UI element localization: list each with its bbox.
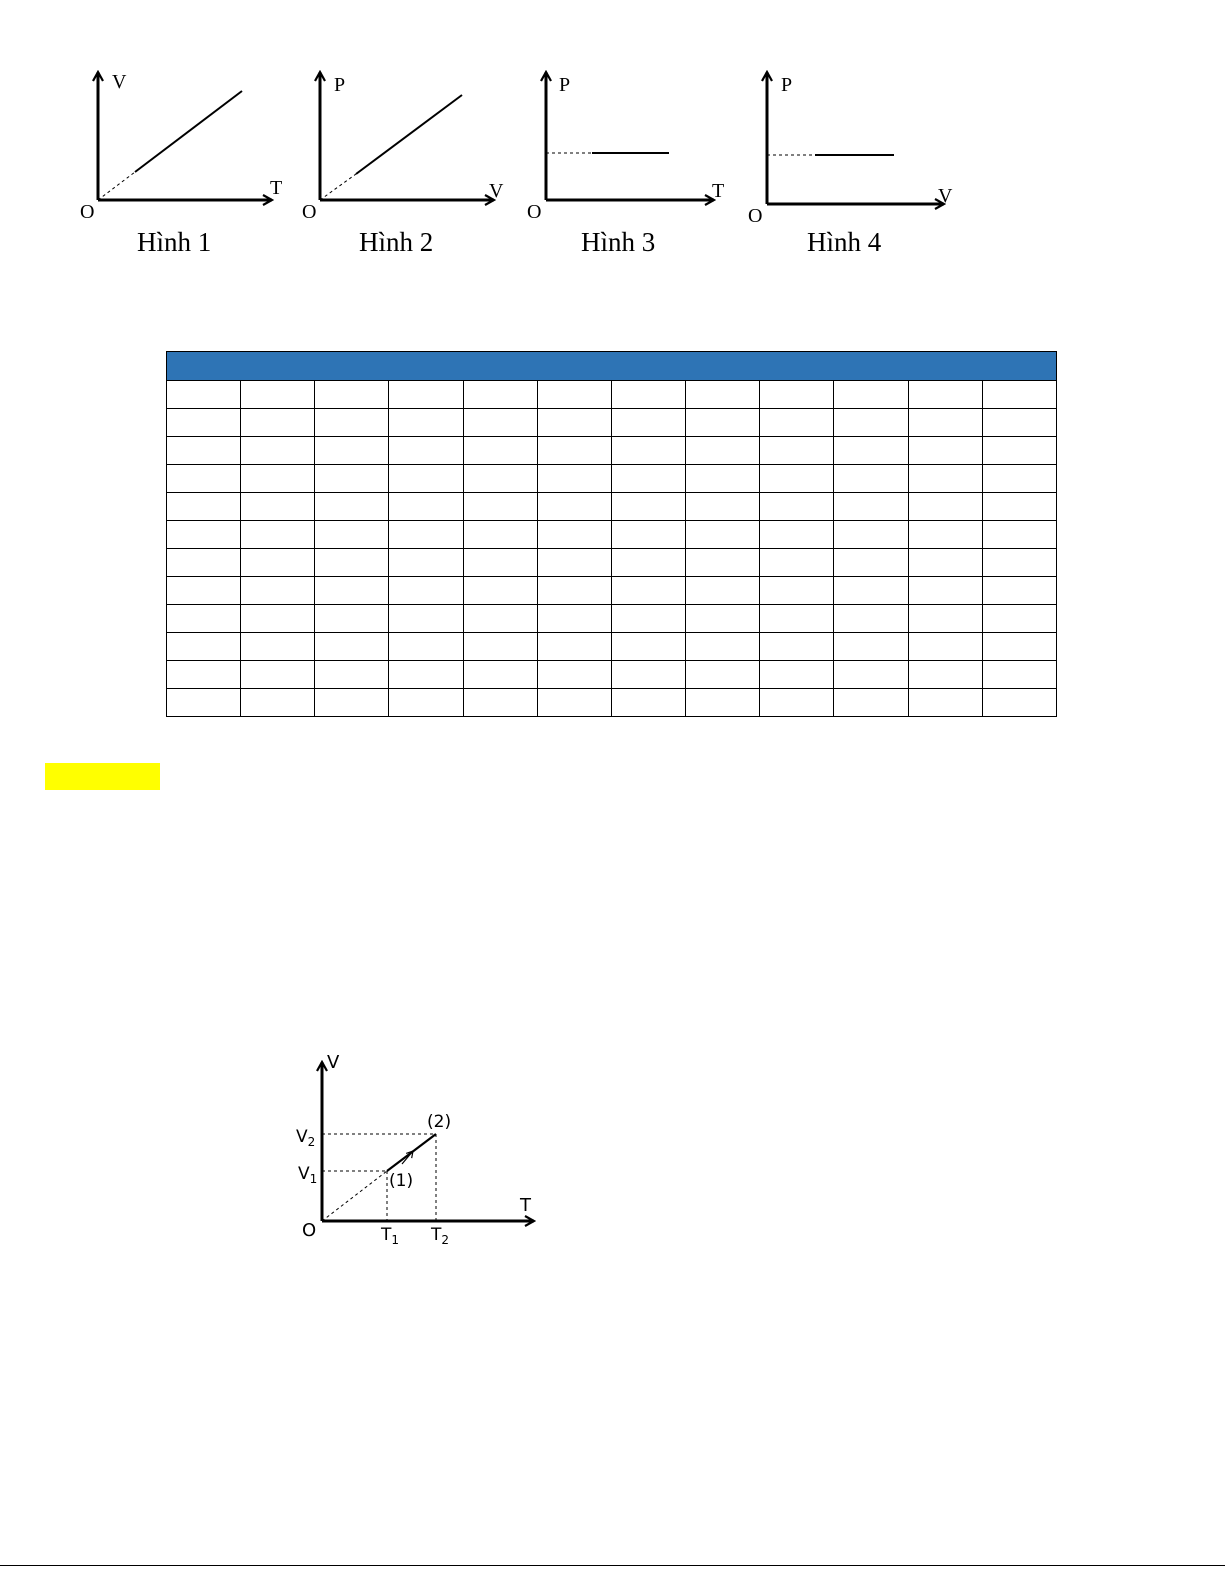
- figure-4-y-label: P: [781, 74, 793, 96]
- vt-state-1-label: (1): [389, 1171, 414, 1191]
- answer-table-row: [167, 577, 1057, 605]
- figure-4-x-label: V: [938, 185, 953, 207]
- figure-2-graph-line: [356, 95, 462, 174]
- figure-1: [80, 71, 282, 257]
- answer-table-cell: [537, 689, 611, 717]
- answer-table-cell: [908, 465, 982, 493]
- answer-table-row: [167, 409, 1057, 437]
- answer-table-cell: [315, 381, 389, 409]
- answer-table-cell: [167, 689, 241, 717]
- answer-table-cell: [908, 661, 982, 689]
- answer-table-cell: [686, 437, 760, 465]
- answer-table-cell: [463, 521, 537, 549]
- answer-table-cell: [167, 465, 241, 493]
- answer-table-cell: [241, 689, 315, 717]
- figures-row: [0, 0, 1225, 280]
- answer-table-cell: [982, 381, 1056, 409]
- answer-table-cell: [167, 605, 241, 633]
- answer-table-cell: [760, 521, 834, 549]
- answer-table-cell: [908, 521, 982, 549]
- answer-table-cell: [241, 577, 315, 605]
- figure-1-y-label: V: [112, 71, 127, 93]
- answer-table-cell: [834, 689, 908, 717]
- answer-table-cell: [834, 493, 908, 521]
- answer-table-cell: [982, 605, 1056, 633]
- answer-table-cell: [389, 661, 463, 689]
- answer-table-cell: [611, 465, 685, 493]
- highlight-bar: [45, 763, 160, 790]
- vt-y-label: V: [327, 1052, 340, 1073]
- answer-table-cell: [167, 549, 241, 577]
- answer-table-row: [167, 521, 1057, 549]
- answer-table-cell: [167, 661, 241, 689]
- answer-table-cell: [760, 549, 834, 577]
- figure-3: [527, 72, 724, 257]
- answer-table-cell: [537, 633, 611, 661]
- answer-table-cell: [389, 409, 463, 437]
- answer-table-cell: [611, 493, 685, 521]
- figure-4-caption: Hình 4: [807, 227, 882, 257]
- answer-table-cell: [537, 549, 611, 577]
- vt-t2-label: $T_2$: [431, 1225, 450, 1247]
- answer-table-cell: [611, 381, 685, 409]
- answer-table-cell: [537, 465, 611, 493]
- answer-table-cell: [537, 521, 611, 549]
- answer-table-cell: [760, 633, 834, 661]
- answer-table-cell: [834, 521, 908, 549]
- answer-table-cell: [389, 381, 463, 409]
- answer-table-header-row: [167, 352, 1057, 381]
- answer-table-cell: [908, 577, 982, 605]
- answer-table-cell: [389, 493, 463, 521]
- answer-table-cell: [389, 577, 463, 605]
- answer-table-cell: [686, 381, 760, 409]
- answer-table-cell: [389, 521, 463, 549]
- vt-t1-label: $T_1$: [381, 1225, 400, 1247]
- answer-table-cell: [686, 689, 760, 717]
- answer-table-cell: [611, 549, 685, 577]
- answer-table-cell: [241, 633, 315, 661]
- answer-table-cell: [908, 549, 982, 577]
- figure-3-origin-label: O: [527, 201, 542, 223]
- vt-x-label: T: [520, 1195, 531, 1216]
- answer-table-cell: [611, 633, 685, 661]
- answer-table-cell: [686, 661, 760, 689]
- answer-table-cell: [982, 493, 1056, 521]
- answer-table-cell: [611, 661, 685, 689]
- answer-table-cell: [241, 661, 315, 689]
- answer-table-cell: [241, 549, 315, 577]
- answer-table-cell: [167, 409, 241, 437]
- answer-table-cell: [611, 605, 685, 633]
- answer-table-cell: [463, 381, 537, 409]
- answer-table-cell: [463, 633, 537, 661]
- answer-table-cell: [167, 493, 241, 521]
- answer-table-cell: [760, 409, 834, 437]
- answer-table-row: [167, 381, 1057, 409]
- figure-3-y-label: P: [559, 74, 571, 96]
- answer-table-cell: [167, 437, 241, 465]
- answer-table-cell: [537, 661, 611, 689]
- answer-table-cell: [834, 409, 908, 437]
- answer-table-cell: [834, 437, 908, 465]
- vt-v1-label: $V_1$: [298, 1164, 318, 1186]
- figure-2: [302, 72, 504, 257]
- answer-table-cell: [167, 381, 241, 409]
- answer-table-header: [167, 352, 1057, 381]
- answer-table-cell: [463, 437, 537, 465]
- answer-table-cell: [463, 409, 537, 437]
- answer-table-cell: [463, 605, 537, 633]
- answer-table-cell: [834, 381, 908, 409]
- answer-table-cell: [686, 633, 760, 661]
- answer-table-row: [167, 549, 1057, 577]
- answer-table-cell: [167, 577, 241, 605]
- answer-table-cell: [611, 409, 685, 437]
- answer-table-cell: [834, 661, 908, 689]
- answer-table-cell: [389, 605, 463, 633]
- answer-table-cell: [315, 689, 389, 717]
- answer-table-row: [167, 661, 1057, 689]
- answer-table-cell: [315, 577, 389, 605]
- figure-2-x-label: V: [489, 180, 504, 202]
- answer-table-cell: [982, 409, 1056, 437]
- answer-table-cell: [611, 577, 685, 605]
- answer-table-cell: [834, 633, 908, 661]
- answer-table-cell: [982, 577, 1056, 605]
- answer-table-cell: [537, 437, 611, 465]
- figure-1-x-label: T: [270, 177, 283, 199]
- answer-table-cell: [834, 549, 908, 577]
- figure-1-graph-line: [135, 91, 242, 172]
- answer-table-cell: [389, 465, 463, 493]
- answer-table-cell: [760, 661, 834, 689]
- answer-table-row: [167, 633, 1057, 661]
- answer-table-row: [167, 465, 1057, 493]
- answer-table-cell: [315, 521, 389, 549]
- answer-table-cell: [982, 465, 1056, 493]
- answer-table-cell: [686, 577, 760, 605]
- answer-table-cell: [982, 633, 1056, 661]
- figure-1-origin-label: O: [80, 201, 95, 223]
- answer-table-cell: [834, 577, 908, 605]
- answer-table-cell: [760, 437, 834, 465]
- page-bottom-rule: [0, 1565, 1225, 1566]
- answer-table-cell: [315, 409, 389, 437]
- answer-table-cell: [241, 409, 315, 437]
- answer-table-cell: [908, 689, 982, 717]
- answer-table-cell: [315, 493, 389, 521]
- answer-table-cell: [982, 437, 1056, 465]
- answer-table-cell: [463, 465, 537, 493]
- answer-table-cell: [760, 465, 834, 493]
- answer-table-cell: [611, 521, 685, 549]
- answer-table-cell: [834, 605, 908, 633]
- answer-table-cell: [686, 521, 760, 549]
- figure-4-origin-label: O: [748, 205, 763, 227]
- answer-table-cell: [463, 661, 537, 689]
- answer-table-cell: [389, 549, 463, 577]
- answer-table-cell: [908, 437, 982, 465]
- answer-table-cell: [315, 437, 389, 465]
- answer-table-cell: [537, 381, 611, 409]
- figure-4: [748, 72, 953, 257]
- figure-2-origin-label: O: [302, 201, 317, 223]
- answer-table-cell: [686, 409, 760, 437]
- answer-table-cell: [760, 605, 834, 633]
- answer-table: [166, 351, 1057, 717]
- answer-table-cell: [982, 521, 1056, 549]
- answer-table-cell: [315, 605, 389, 633]
- vt-dashed-origin-to-1: [322, 1171, 387, 1221]
- answer-table-cell: [315, 661, 389, 689]
- answer-table-body: [167, 381, 1057, 717]
- answer-table-cell: [760, 689, 834, 717]
- answer-table-cell: [463, 577, 537, 605]
- figure-2-y-label: P: [334, 74, 346, 96]
- figure-3-caption: Hình 3: [581, 227, 656, 257]
- answer-table-cell: [908, 605, 982, 633]
- answer-table-cell: [167, 633, 241, 661]
- answer-table-cell: [389, 633, 463, 661]
- answer-table-cell: [686, 605, 760, 633]
- answer-table-cell: [686, 493, 760, 521]
- answer-table-cell: [908, 381, 982, 409]
- answer-table-cell: [241, 605, 315, 633]
- answer-table-cell: [834, 465, 908, 493]
- vt-state-2-label: (2): [427, 1112, 452, 1132]
- answer-table-cell: [241, 437, 315, 465]
- answer-table-cell: [982, 661, 1056, 689]
- answer-table-cell: [908, 493, 982, 521]
- answer-table-cell: [315, 633, 389, 661]
- figure-1-dashed-extension: [98, 172, 135, 200]
- figure-1-caption: Hình 1: [137, 227, 212, 257]
- answer-table-cell: [908, 633, 982, 661]
- answer-table-cell: [760, 577, 834, 605]
- answer-table-cell: [241, 381, 315, 409]
- answer-table-row: [167, 605, 1057, 633]
- vt-v2-label: $V_2$: [296, 1127, 316, 1149]
- answer-table-cell: [241, 465, 315, 493]
- answer-table-cell: [315, 549, 389, 577]
- answer-table-cell: [982, 549, 1056, 577]
- answer-table-cell: [611, 437, 685, 465]
- answer-table-cell: [537, 605, 611, 633]
- answer-table-row: [167, 689, 1057, 717]
- answer-table-cell: [760, 493, 834, 521]
- answer-table-cell: [908, 409, 982, 437]
- answer-table-cell: [982, 689, 1056, 717]
- answer-table-cell: [463, 549, 537, 577]
- answer-table-cell: [537, 409, 611, 437]
- figure-2-dashed-extension: [320, 174, 356, 200]
- answer-table-cell: [241, 493, 315, 521]
- answer-table-cell: [537, 577, 611, 605]
- answer-table-row: [167, 437, 1057, 465]
- answer-table-cell: [389, 689, 463, 717]
- answer-table-cell: [167, 521, 241, 549]
- answer-table-cell: [537, 493, 611, 521]
- answer-table-cell: [241, 521, 315, 549]
- vt-origin-label: O: [302, 1220, 317, 1241]
- answer-table-row: [167, 493, 1057, 521]
- answer-table-cell: [389, 437, 463, 465]
- answer-table-cell: [760, 381, 834, 409]
- answer-table-cell: [463, 493, 537, 521]
- vt-diagram: [280, 1040, 560, 1260]
- answer-table-cell: [463, 689, 537, 717]
- answer-table-cell: [686, 465, 760, 493]
- figure-3-x-label: T: [712, 180, 725, 202]
- answer-table-cell: [686, 549, 760, 577]
- answer-table-cell: [315, 465, 389, 493]
- figure-2-caption: Hình 2: [359, 227, 434, 257]
- answer-table-cell: [611, 689, 685, 717]
